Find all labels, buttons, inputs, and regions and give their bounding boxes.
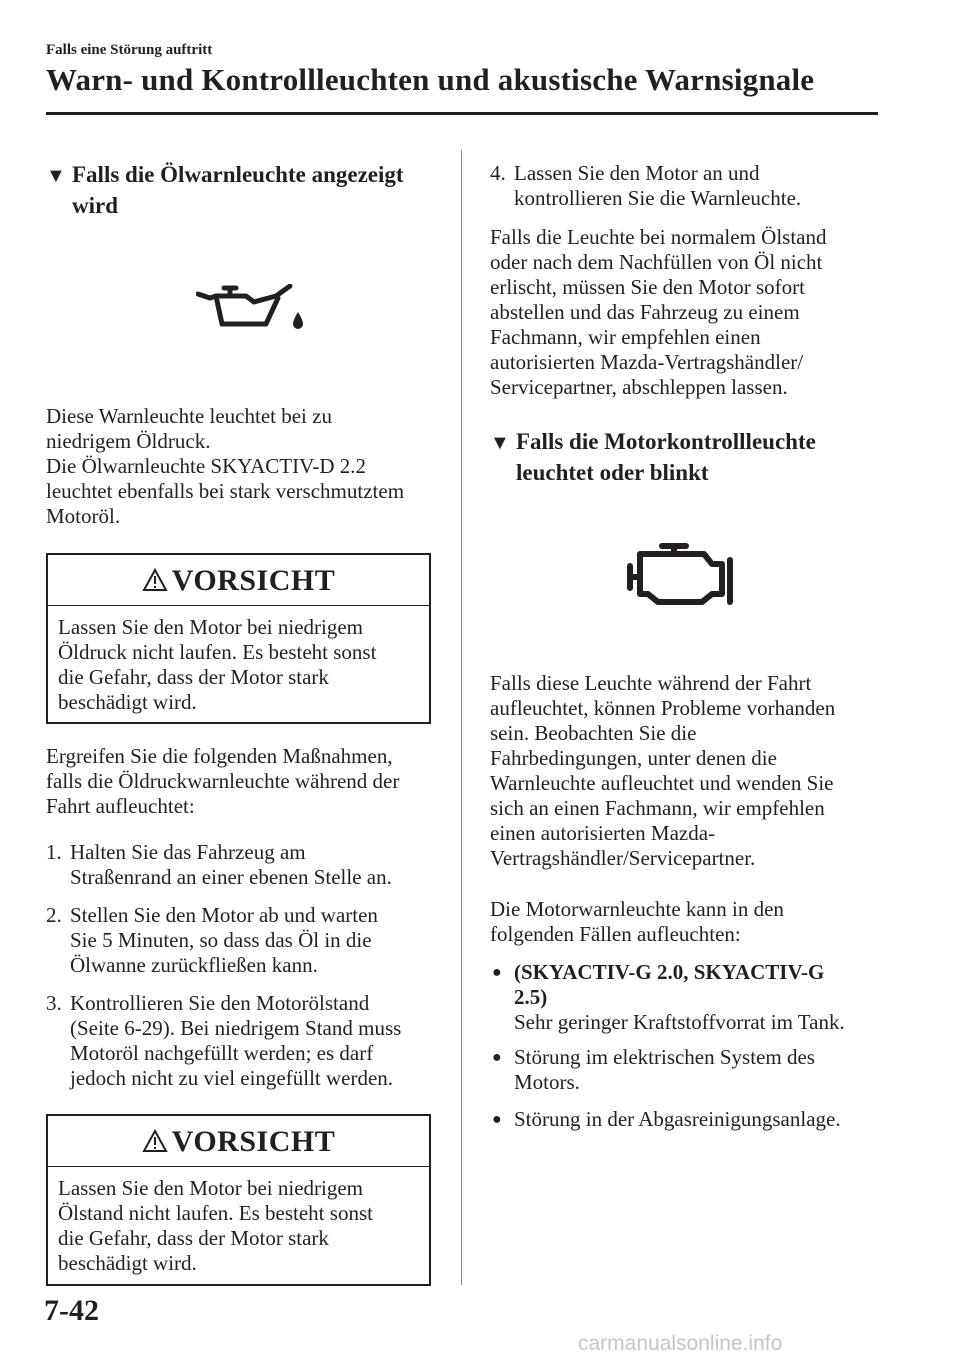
bullet-dot: ●	[492, 964, 502, 981]
cases-intro: Die Motorwarnleuchte kann in den folgenden Fällen aufleuchten:	[490, 897, 784, 946]
oil-can-icon	[196, 284, 306, 339]
check-engine-icon	[622, 540, 738, 615]
heading-marker: ▼	[490, 432, 510, 454]
caution-box-level: VORSICHT Lassen Sie den Motor bei niedrigem Ölstand nicht laufen. Es besteht sonst die Gefahr, dass der Motor stark beschädigt wird.	[46, 1114, 431, 1286]
warning-triangle-icon	[142, 568, 168, 592]
page-title: Warn- und Kontrollleuchten und akustische Warnsignale	[46, 62, 815, 97]
measures-paragraph: Ergreifen Sie die folgenden Maßnahmen, falls die Öldruckwarnleuchte während der Fahrt aufleuchtet:	[46, 744, 400, 818]
caution-title: VORSICHT	[171, 564, 336, 597]
caution-box-pressure: VORSICHT Lassen Sie den Motor bei niedrigem Öldruck nicht laufen. Es besteht sonst die Gefahr, dass der Motor stark beschädigt wird.	[46, 553, 431, 724]
header-section: Falls eine Störung auftritt	[46, 42, 213, 58]
watermark: carmanualsonline.info	[578, 1332, 783, 1355]
heading-marker: ▼	[46, 165, 66, 187]
right-heading: ▼ Falls die Motorkontrollleuchte leuchtet oder blinkt	[490, 429, 816, 485]
bullet-dot: ●	[492, 1111, 502, 1128]
bullet-dot: ●	[492, 1049, 502, 1066]
caution-title: VORSICHT	[171, 1125, 336, 1158]
engine-paragraph: Falls diese Leuchte während der Fahrt aufleuchtet, können Probleme vorhanden sein. Beobachten Sie die Fahrbedingungen, unter denen die Warnleuchte aufleuchtet und wenden Sie sich an einen Fachmann, wir empfehlen einen autorisierten Mazda- Vertragshändler/Servicepartner.	[490, 671, 836, 870]
left-heading: ▼ Falls die Ölwarnleuchte angezeigt wird	[46, 162, 404, 218]
header-rule	[46, 112, 878, 115]
warning-triangle-icon	[142, 1129, 168, 1153]
column-divider	[461, 150, 462, 1285]
after-paragraph: Falls die Leuchte bei normalem Ölstand oder nach dem Nachfüllen von Öl nicht erlischt, müssen Sie den Motor sofort abstellen und das Fahrzeug zu einem Fachmann, wir empfehlen einen autorisierten Mazda-Vertragshändler/ Servicepartner, abschleppen lassen.	[490, 225, 827, 399]
intro-paragraph: Diese Warnleuchte leuchtet bei zu niedrigem Öldruck. Die Ölwarnleuchte SKYACTIV-D 2.2 leuchtet ebenfalls bei stark verschmutztem Motoröl.	[46, 404, 405, 528]
page-number: 7-42	[44, 1294, 99, 1327]
